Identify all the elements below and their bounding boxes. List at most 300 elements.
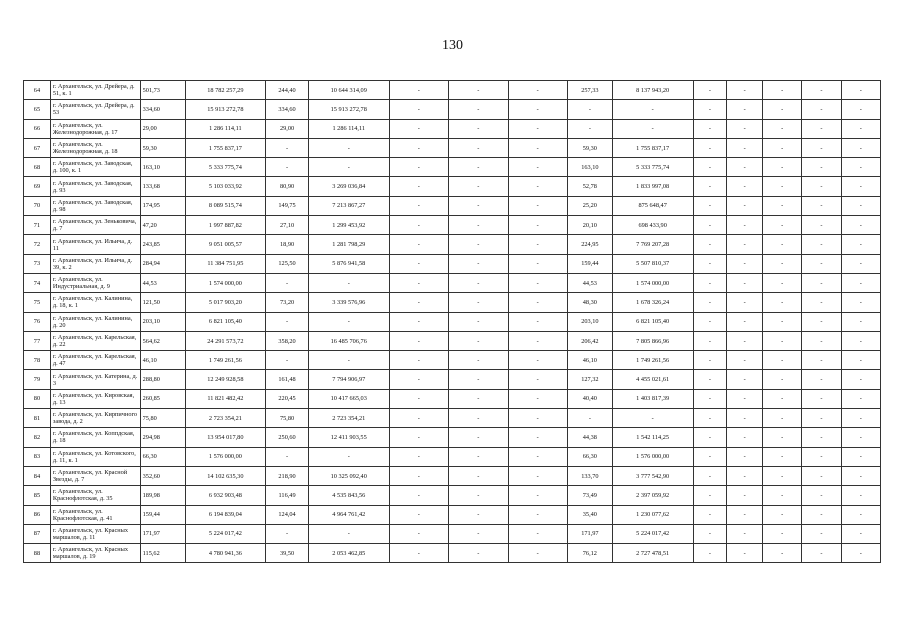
- cell-row-number: 87: [24, 524, 51, 543]
- cell-area-2: 76,12: [567, 544, 612, 563]
- cell-value-8: -: [449, 351, 508, 370]
- cell-address: г. Архангельск, ул. Котовского, д. 11, к. 1: [50, 447, 140, 466]
- cell-value-12: -: [693, 119, 727, 138]
- cell-total-area: 163,10: [140, 158, 185, 177]
- cell-cost-1: 3 269 036,84: [308, 177, 389, 196]
- cell-area-2: 127,32: [567, 370, 612, 389]
- table-row: [24, 447, 881, 466]
- cell-total-cost: 6 194 839,04: [185, 505, 266, 524]
- cell-value-9: -: [508, 254, 567, 273]
- cell-area-1: 358,20: [266, 331, 309, 350]
- cell-value-12: -: [693, 524, 727, 543]
- table-row: [24, 216, 881, 235]
- table-row: [24, 389, 881, 408]
- cell-value-7: -: [389, 312, 448, 331]
- cell-total-area: 260,85: [140, 389, 185, 408]
- cell-value-16: -: [841, 254, 880, 273]
- cell-value-9: -: [508, 370, 567, 389]
- cell-value-8: -: [449, 312, 508, 331]
- cell-value-14: -: [763, 447, 802, 466]
- cell-row-number: 80: [24, 389, 51, 408]
- cell-address: г. Архангельск, ул. Индустриальная, д. 9: [50, 273, 140, 292]
- cell-cost-2: 6 821 105,40: [612, 312, 693, 331]
- cell-cost-2: -: [612, 100, 693, 119]
- cell-cost-1: -: [308, 273, 389, 292]
- cell-value-13: -: [727, 177, 763, 196]
- cell-total-cost: 6 821 105,40: [185, 312, 266, 331]
- cell-value-15: -: [802, 505, 841, 524]
- table-row: [24, 370, 881, 389]
- cell-total-cost: 24 291 573,72: [185, 331, 266, 350]
- cell-area-2: 171,97: [567, 524, 612, 543]
- cell-value-16: -: [841, 409, 880, 428]
- cell-cost-1: -: [308, 138, 389, 157]
- cell-value-9: -: [508, 428, 567, 447]
- cell-value-14: -: [763, 466, 802, 485]
- cell-value-13: -: [727, 119, 763, 138]
- cell-value-7: -: [389, 447, 448, 466]
- cell-cost-1: 10 644 314,09: [308, 81, 389, 100]
- cell-value-7: -: [389, 505, 448, 524]
- cell-value-8: -: [449, 389, 508, 408]
- cell-area-1: 250,60: [266, 428, 309, 447]
- table-row: [24, 138, 881, 157]
- cell-area-1: 125,50: [266, 254, 309, 273]
- cell-value-14: -: [763, 409, 802, 428]
- cell-cost-2: 1 833 997,08: [612, 177, 693, 196]
- cell-value-7: -: [389, 524, 448, 543]
- cell-total-cost: 11 821 482,42: [185, 389, 266, 408]
- cell-value-12: -: [693, 158, 727, 177]
- cell-value-8: -: [449, 505, 508, 524]
- cell-value-8: -: [449, 158, 508, 177]
- cell-cost-2: 5 507 810,37: [612, 254, 693, 273]
- cell-total-area: 159,44: [140, 505, 185, 524]
- cell-cost-2: -: [612, 409, 693, 428]
- cell-address: г. Архангельск, ул. Карельская, д. 47: [50, 351, 140, 370]
- cell-area-1: 18,90: [266, 235, 309, 254]
- cell-area-1: 218,90: [266, 466, 309, 485]
- cell-value-16: -: [841, 177, 880, 196]
- cell-area-1: -: [266, 524, 309, 543]
- cell-value-16: -: [841, 486, 880, 505]
- cell-value-15: -: [802, 370, 841, 389]
- cell-value-12: -: [693, 196, 727, 215]
- cell-total-area: 66,30: [140, 447, 185, 466]
- cell-row-number: 66: [24, 119, 51, 138]
- cell-area-2: 224,95: [567, 235, 612, 254]
- cell-value-13: -: [727, 158, 763, 177]
- cell-row-number: 83: [24, 447, 51, 466]
- cell-value-15: -: [802, 254, 841, 273]
- table-row: [24, 158, 881, 177]
- cell-cost-2: 1 403 817,39: [612, 389, 693, 408]
- cell-value-14: -: [763, 81, 802, 100]
- cell-area-1: 80,90: [266, 177, 309, 196]
- table-row: [24, 312, 881, 331]
- cell-address: г. Архангельск, ул. Зеньковича, д. 7: [50, 216, 140, 235]
- cell-total-cost: 1 997 887,82: [185, 216, 266, 235]
- cell-value-13: -: [727, 81, 763, 100]
- cell-value-8: -: [449, 235, 508, 254]
- cell-value-12: -: [693, 293, 727, 312]
- cell-value-15: -: [802, 138, 841, 157]
- cell-cost-1: 10 417 665,03: [308, 389, 389, 408]
- cell-value-15: -: [802, 177, 841, 196]
- cell-cost-1: -: [308, 351, 389, 370]
- cell-address: г. Архангельск, ул. Карельская, д. 22: [50, 331, 140, 350]
- cell-value-7: -: [389, 100, 448, 119]
- cell-cost-2: 1 678 326,24: [612, 293, 693, 312]
- cell-area-2: 257,33: [567, 81, 612, 100]
- cell-value-16: -: [841, 81, 880, 100]
- cell-total-cost: 1 574 000,00: [185, 273, 266, 292]
- cell-value-9: -: [508, 216, 567, 235]
- cell-value-15: -: [802, 100, 841, 119]
- cell-value-8: -: [449, 81, 508, 100]
- cell-cost-2: 1 755 837,17: [612, 138, 693, 157]
- cell-cost-1: 4 535 843,56: [308, 486, 389, 505]
- cell-value-16: -: [841, 158, 880, 177]
- cell-value-9: -: [508, 447, 567, 466]
- cell-value-16: -: [841, 100, 880, 119]
- cell-value-13: -: [727, 428, 763, 447]
- cell-value-13: -: [727, 273, 763, 292]
- cell-row-number: 74: [24, 273, 51, 292]
- cell-total-area: 44,53: [140, 273, 185, 292]
- cell-cost-1: 16 485 706,76: [308, 331, 389, 350]
- cell-value-13: -: [727, 100, 763, 119]
- cell-value-9: -: [508, 81, 567, 100]
- cell-value-15: -: [802, 158, 841, 177]
- cell-value-12: -: [693, 447, 727, 466]
- cell-total-cost: 5 224 017,42: [185, 524, 266, 543]
- cell-address: г. Архангельск, ул. Заводская, д. 93: [50, 177, 140, 196]
- cell-cost-1: 3 339 576,96: [308, 293, 389, 312]
- cell-value-16: -: [841, 119, 880, 138]
- cell-value-16: -: [841, 138, 880, 157]
- cell-value-9: -: [508, 100, 567, 119]
- cell-value-9: -: [508, 177, 567, 196]
- cell-address: г. Архангельск, ул. Кирпичного завода, д. 2: [50, 409, 140, 428]
- cell-value-14: -: [763, 486, 802, 505]
- cell-area-2: 163,10: [567, 158, 612, 177]
- cell-value-15: -: [802, 351, 841, 370]
- cell-cost-1: 2 723 354,21: [308, 409, 389, 428]
- cell-total-area: 59,30: [140, 138, 185, 157]
- cell-total-cost: 11 384 751,95: [185, 254, 266, 273]
- cell-value-8: -: [449, 196, 508, 215]
- cell-total-area: 46,10: [140, 351, 185, 370]
- cell-cost-1: 1 286 114,11: [308, 119, 389, 138]
- cell-value-14: -: [763, 138, 802, 157]
- cell-value-7: -: [389, 216, 448, 235]
- cell-value-9: -: [508, 466, 567, 485]
- cell-cost-1: -: [308, 447, 389, 466]
- cell-value-7: -: [389, 544, 448, 563]
- cell-row-number: 65: [24, 100, 51, 119]
- cell-value-14: -: [763, 216, 802, 235]
- cell-total-area: 352,60: [140, 466, 185, 485]
- cell-cost-1: 4 964 761,42: [308, 505, 389, 524]
- cell-value-16: -: [841, 216, 880, 235]
- cell-value-15: -: [802, 428, 841, 447]
- cell-cost-2: 1 542 114,25: [612, 428, 693, 447]
- cell-cost-2: 1 574 000,00: [612, 273, 693, 292]
- cell-value-14: -: [763, 196, 802, 215]
- cell-area-1: -: [266, 312, 309, 331]
- cell-cost-2: -: [612, 119, 693, 138]
- table-row: [24, 235, 881, 254]
- table-row: [24, 293, 881, 312]
- cell-value-14: -: [763, 100, 802, 119]
- cell-total-area: 174,95: [140, 196, 185, 215]
- cell-value-15: -: [802, 273, 841, 292]
- cell-row-number: 71: [24, 216, 51, 235]
- cell-cost-2: 2 727 478,51: [612, 544, 693, 563]
- cell-value-12: -: [693, 428, 727, 447]
- cell-total-area: 75,80: [140, 409, 185, 428]
- cell-area-2: 159,44: [567, 254, 612, 273]
- cell-value-14: -: [763, 254, 802, 273]
- cell-total-area: 47,20: [140, 216, 185, 235]
- cell-address: г. Архангельск, ул. Железнодорожная, д. 18: [50, 138, 140, 157]
- table-body: [24, 81, 881, 563]
- cell-value-13: -: [727, 216, 763, 235]
- cell-value-8: -: [449, 119, 508, 138]
- cell-value-14: -: [763, 351, 802, 370]
- cell-area-2: 35,40: [567, 505, 612, 524]
- cell-value-13: -: [727, 524, 763, 543]
- cell-address: г. Архангельск, ул. Дрейера, д. 53: [50, 100, 140, 119]
- cell-cost-1: 2 053 462,85: [308, 544, 389, 563]
- cell-area-2: 40,40: [567, 389, 612, 408]
- cell-cost-2: 8 137 943,20: [612, 81, 693, 100]
- cell-row-number: 72: [24, 235, 51, 254]
- cell-cost-1: 5 876 941,58: [308, 254, 389, 273]
- table-row: [24, 409, 881, 428]
- cell-area-1: -: [266, 447, 309, 466]
- table-row: [24, 544, 881, 563]
- cell-value-15: -: [802, 524, 841, 543]
- cell-total-area: 334,60: [140, 100, 185, 119]
- cell-row-number: 86: [24, 505, 51, 524]
- cell-address: г. Архангельск, ул. Красной Звезды, д. 7: [50, 466, 140, 485]
- cell-value-12: -: [693, 331, 727, 350]
- cell-row-number: 68: [24, 158, 51, 177]
- cell-value-14: -: [763, 544, 802, 563]
- cell-cost-1: 1 281 798,29: [308, 235, 389, 254]
- table-row: [24, 428, 881, 447]
- cell-value-15: -: [802, 312, 841, 331]
- cell-value-14: -: [763, 235, 802, 254]
- cell-value-9: -: [508, 158, 567, 177]
- cell-cost-2: 2 397 059,92: [612, 486, 693, 505]
- cell-value-9: -: [508, 273, 567, 292]
- cell-address: г. Архангельск, ул. Краснофлотская, д. 35: [50, 486, 140, 505]
- cell-value-7: -: [389, 370, 448, 389]
- cell-value-8: -: [449, 524, 508, 543]
- cell-address: г. Архангельск, ул. Ильича, д. 39, к. 2: [50, 254, 140, 273]
- cell-value-9: -: [508, 138, 567, 157]
- cell-value-9: -: [508, 524, 567, 543]
- cell-value-16: -: [841, 312, 880, 331]
- cell-address: г. Архангельск, ул. Железнодорожная, д. 17: [50, 119, 140, 138]
- cell-area-2: 52,78: [567, 177, 612, 196]
- cell-value-15: -: [802, 466, 841, 485]
- cell-area-2: 73,49: [567, 486, 612, 505]
- cell-value-13: -: [727, 370, 763, 389]
- cell-address: г. Архангельск, ул. Заводская, д. 100, к. 1: [50, 158, 140, 177]
- cell-address: г. Архангельск, ул. Кировская, д. 13: [50, 389, 140, 408]
- cell-value-16: -: [841, 466, 880, 485]
- cell-area-1: 334,60: [266, 100, 309, 119]
- cell-area-1: 73,20: [266, 293, 309, 312]
- cell-area-2: 20,10: [567, 216, 612, 235]
- cell-value-16: -: [841, 389, 880, 408]
- cell-value-14: -: [763, 158, 802, 177]
- cell-total-area: 294,98: [140, 428, 185, 447]
- cell-value-16: -: [841, 524, 880, 543]
- cell-address: г. Архангельск, ул. Краснофлотская, д. 41: [50, 505, 140, 524]
- cell-value-15: -: [802, 486, 841, 505]
- cell-row-number: 70: [24, 196, 51, 215]
- cell-value-12: -: [693, 100, 727, 119]
- cell-total-area: 501,73: [140, 81, 185, 100]
- cell-total-area: 564,62: [140, 331, 185, 350]
- cell-value-14: -: [763, 505, 802, 524]
- cell-cost-2: 1 230 077,62: [612, 505, 693, 524]
- cell-area-1: -: [266, 158, 309, 177]
- cell-area-2: 133,70: [567, 466, 612, 485]
- cell-area-1: 244,40: [266, 81, 309, 100]
- cell-total-cost: 5 333 775,74: [185, 158, 266, 177]
- cell-value-12: -: [693, 505, 727, 524]
- cell-cost-1: -: [308, 524, 389, 543]
- cell-value-15: -: [802, 81, 841, 100]
- cell-total-cost: 12 249 928,58: [185, 370, 266, 389]
- cell-value-12: -: [693, 351, 727, 370]
- cell-area-2: -: [567, 100, 612, 119]
- cell-value-13: -: [727, 235, 763, 254]
- cell-value-7: -: [389, 254, 448, 273]
- table-row: [24, 100, 881, 119]
- cell-cost-1: 15 913 272,78: [308, 100, 389, 119]
- cell-row-number: 67: [24, 138, 51, 157]
- cell-value-7: -: [389, 409, 448, 428]
- cell-total-cost: 18 782 257,29: [185, 81, 266, 100]
- cell-value-8: -: [449, 100, 508, 119]
- cell-row-number: 73: [24, 254, 51, 273]
- cell-area-2: 48,30: [567, 293, 612, 312]
- cell-cost-1: 10 325 092,40: [308, 466, 389, 485]
- table-row: [24, 505, 881, 524]
- cell-value-15: -: [802, 544, 841, 563]
- cell-value-14: -: [763, 389, 802, 408]
- cell-value-8: -: [449, 409, 508, 428]
- cell-value-7: -: [389, 177, 448, 196]
- cell-value-13: -: [727, 254, 763, 273]
- cell-value-12: -: [693, 486, 727, 505]
- cell-area-1: -: [266, 138, 309, 157]
- cell-area-2: -: [567, 119, 612, 138]
- cell-value-16: -: [841, 351, 880, 370]
- cell-row-number: 79: [24, 370, 51, 389]
- cell-value-7: -: [389, 196, 448, 215]
- table-row: [24, 81, 881, 100]
- cell-area-1: 75,80: [266, 409, 309, 428]
- cell-area-1: 116,49: [266, 486, 309, 505]
- cell-row-number: 88: [24, 544, 51, 563]
- cell-value-15: -: [802, 235, 841, 254]
- cell-value-13: -: [727, 331, 763, 350]
- cell-value-7: -: [389, 158, 448, 177]
- cell-total-area: 121,50: [140, 293, 185, 312]
- cell-total-cost: 6 932 903,48: [185, 486, 266, 505]
- cell-cost-1: -: [308, 158, 389, 177]
- cell-value-8: -: [449, 331, 508, 350]
- cell-total-cost: 1 286 114,11: [185, 119, 266, 138]
- cell-total-cost: 8 089 515,74: [185, 196, 266, 215]
- cell-total-area: 189,98: [140, 486, 185, 505]
- cell-total-cost: 14 102 635,30: [185, 466, 266, 485]
- cell-value-13: -: [727, 312, 763, 331]
- cell-value-7: -: [389, 331, 448, 350]
- cell-value-14: -: [763, 370, 802, 389]
- cell-row-number: 85: [24, 486, 51, 505]
- cell-value-7: -: [389, 235, 448, 254]
- cell-value-12: -: [693, 370, 727, 389]
- cell-value-14: -: [763, 312, 802, 331]
- cell-value-8: -: [449, 138, 508, 157]
- cell-cost-1: -: [308, 312, 389, 331]
- cell-value-13: -: [727, 293, 763, 312]
- cell-row-number: 78: [24, 351, 51, 370]
- cell-value-14: -: [763, 177, 802, 196]
- cell-value-15: -: [802, 196, 841, 215]
- cell-row-number: 81: [24, 409, 51, 428]
- cell-value-8: -: [449, 486, 508, 505]
- table-row: [24, 331, 881, 350]
- cell-value-12: -: [693, 273, 727, 292]
- cell-cost-1: 1 299 453,92: [308, 216, 389, 235]
- cell-value-9: -: [508, 293, 567, 312]
- cell-cost-1: 12 411 903,55: [308, 428, 389, 447]
- cell-value-13: -: [727, 486, 763, 505]
- cell-cost-2: 7 805 866,96: [612, 331, 693, 350]
- cell-value-13: -: [727, 544, 763, 563]
- cell-value-16: -: [841, 235, 880, 254]
- cell-value-7: -: [389, 486, 448, 505]
- cell-value-12: -: [693, 466, 727, 485]
- table-row: [24, 119, 881, 138]
- cell-value-9: -: [508, 331, 567, 350]
- cell-value-8: -: [449, 254, 508, 273]
- cell-total-cost: 9 051 005,57: [185, 235, 266, 254]
- cell-row-number: 84: [24, 466, 51, 485]
- cell-value-12: -: [693, 389, 727, 408]
- cell-value-9: -: [508, 196, 567, 215]
- table-row: [24, 254, 881, 273]
- cell-value-8: -: [449, 447, 508, 466]
- cell-address: г. Архангельск, ул. Красных маршалов, д. 19: [50, 544, 140, 563]
- cell-total-cost: 15 913 272,78: [185, 100, 266, 119]
- table-row: [24, 466, 881, 485]
- cell-area-1: 149,75: [266, 196, 309, 215]
- cell-area-2: 44,53: [567, 273, 612, 292]
- cell-value-7: -: [389, 273, 448, 292]
- cell-value-8: -: [449, 293, 508, 312]
